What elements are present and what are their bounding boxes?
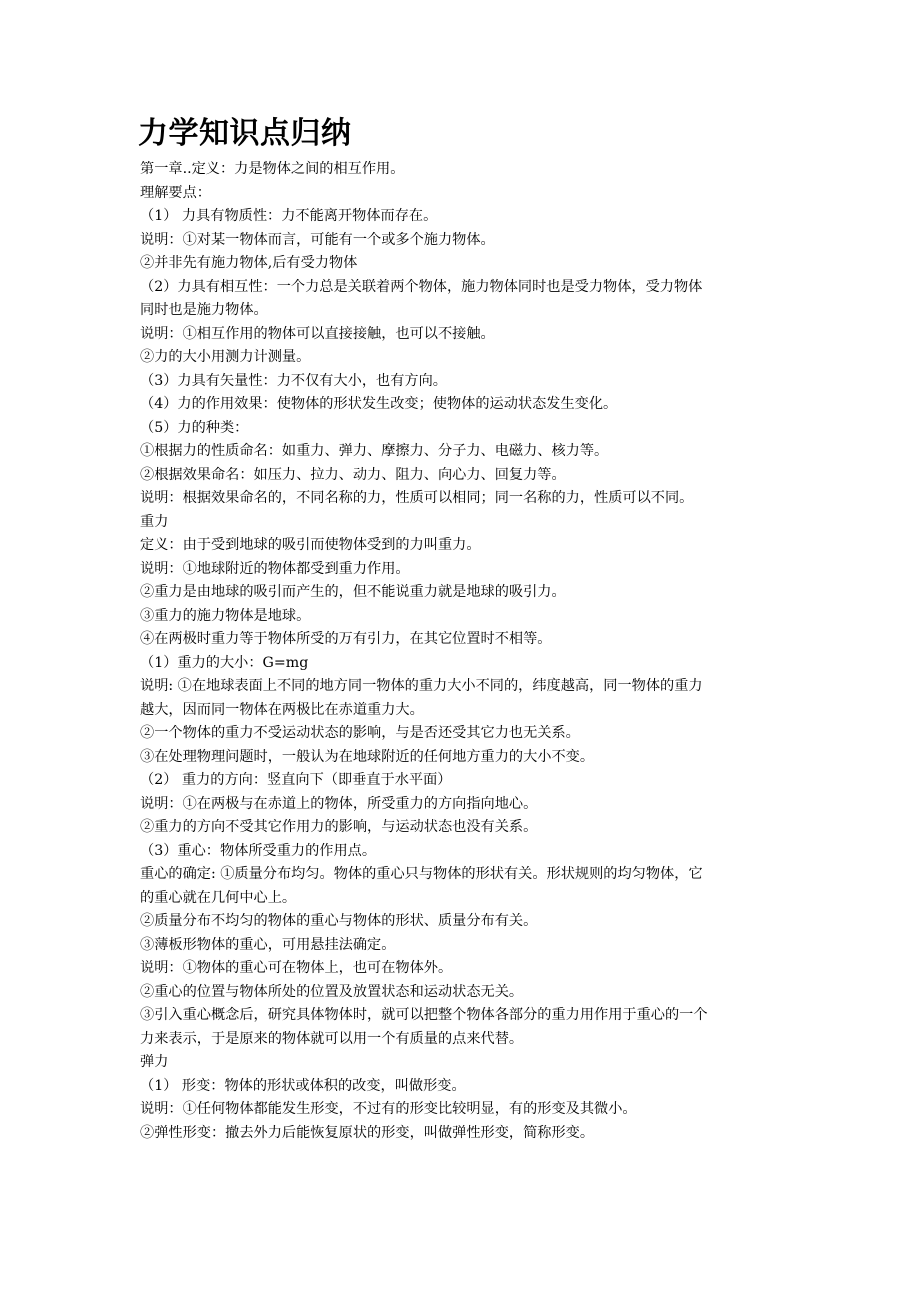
text-line: （3）力具有矢量性：力不仅有大小，也有方向。: [140, 372, 447, 389]
text-line: ②重心的位置与物体所处的位置及放置状态和运动状态无关。: [140, 983, 524, 1000]
page-title: 力学知识点归纳: [138, 116, 352, 151]
text-line: 说明：①相互作用的物体可以直接接触，也可以不接触。: [140, 325, 495, 342]
text-line: 力来表示，于是原来的物体就可以用一个有质量的点来代替。: [140, 1030, 524, 1047]
text-line: （2）力具有相互性：一个力总是关联着两个物体，施力物体同时也是受力物体，受力物体: [140, 278, 703, 295]
text-line: 说明：①任何物体都能发生形变，不过有的形变比较明显，有的形变及其微小。: [140, 1101, 637, 1117]
text-line: ②一个物体的重力不受运动状态的影响，与是否还受其它力也无关系。: [140, 725, 580, 741]
text-line: ②弹性形变：撤去外力后能恢复原状的形变，叫做弹性形变，简称形变。: [140, 1124, 595, 1141]
document-body: [140, 158, 790, 1145]
text-line: 定义：由于受到地球的吸引而使物体受到的力叫重力。: [140, 537, 481, 553]
text-line: （2） 重力的方向：竖直向下（即垂直于水平面）: [140, 772, 452, 788]
text-line: 说明：①物体的重心可在物体上，也可在物体外。: [140, 960, 453, 976]
text-line: 的重心就在几何中心上。: [140, 889, 297, 906]
text-line: 说明: ①在地球表面上不同的地方同一物体的重力大小不同的，纬度越高，同一物体的重力: [140, 678, 703, 694]
text-line: 说明：根据效果命名的，不同名称的力，性质可以相同；同一名称的力，性质可以不同。: [140, 490, 694, 506]
text-line: 弹力: [140, 1054, 169, 1070]
text-line: ③薄板形物体的重心，可用悬挂法确定。: [140, 936, 396, 953]
text-line: （5）力的种类：: [140, 419, 249, 436]
text-line: ①根据力的性质命名：如重力、弹力、摩擦力、分子力、电磁力、核力等。: [140, 443, 609, 459]
text-line: （4）力的作用效果：使物体的形状发生改变；使物体的运动状态发生变化。: [140, 396, 618, 412]
text-line: ②重力是由地球的吸引而产生的，但不能说重力就是地球的吸引力。: [140, 584, 566, 600]
text-line: 理解要点：: [140, 184, 211, 201]
text-line: ②力的大小用测力计测量。: [140, 349, 311, 365]
text-line: 重心的确定: ①质量分布均匀。物体的重心只与物体的形状有关。形状规则的均匀物体，它: [140, 866, 703, 882]
text-line: 越大，因而同一物体在两极比在赤道重力大。: [140, 701, 424, 718]
text-line: （1）重力的大小：G=mg: [140, 654, 309, 671]
text-line: ③引入重心概念后，研究具体物体时，就可以把整个物体各部分的重力用作用于重心的一个: [140, 1007, 708, 1023]
text-line: 说明：①地球附近的物体都受到重力作用。: [140, 560, 410, 577]
text-line: （1） 力具有物质性：力不能离开物体而存在。: [140, 208, 438, 224]
text-line: 重力: [140, 513, 169, 530]
text-line: 第一章..定义：力是物体之间的相互作用。: [140, 161, 405, 177]
text-line: 同时也是施力物体。: [140, 302, 268, 318]
text-line: ②并非先有施力物体,后有受力物体: [140, 255, 358, 271]
document-page: [140, 112, 790, 1145]
text-line: ②根据效果命名：如压力、拉力、动力、阻力、向心力、回复力等。: [140, 466, 566, 483]
text-line: 说明：①对某一物体而言，可能有一个或多个施力物体。: [140, 231, 495, 248]
text-line: （3）重心：物体所受重力的作用点。: [140, 842, 377, 859]
text-line: 说明：①在两极与在赤道上的物体，所受重力的方向指向地心。: [140, 795, 538, 812]
text-line: ④在两极时重力等于物体所受的万有引力，在其它位置时不相等。: [140, 631, 552, 647]
text-line: （1） 形变：物体的形状或体积的改变，叫做形变。: [140, 1077, 466, 1094]
text-line: ③在处理物理问题时，一般认为在地球附近的任何地方重力的大小不变。: [140, 748, 595, 765]
text-line: ③重力的施力物体是地球。: [140, 607, 311, 624]
text-line: ②重力的方向不受其它作用力的影响，与运动状态也没有关系。: [140, 819, 538, 835]
text-line: ②质量分布不均匀的物体的重心与物体的形状、质量分布有关。: [140, 913, 538, 929]
